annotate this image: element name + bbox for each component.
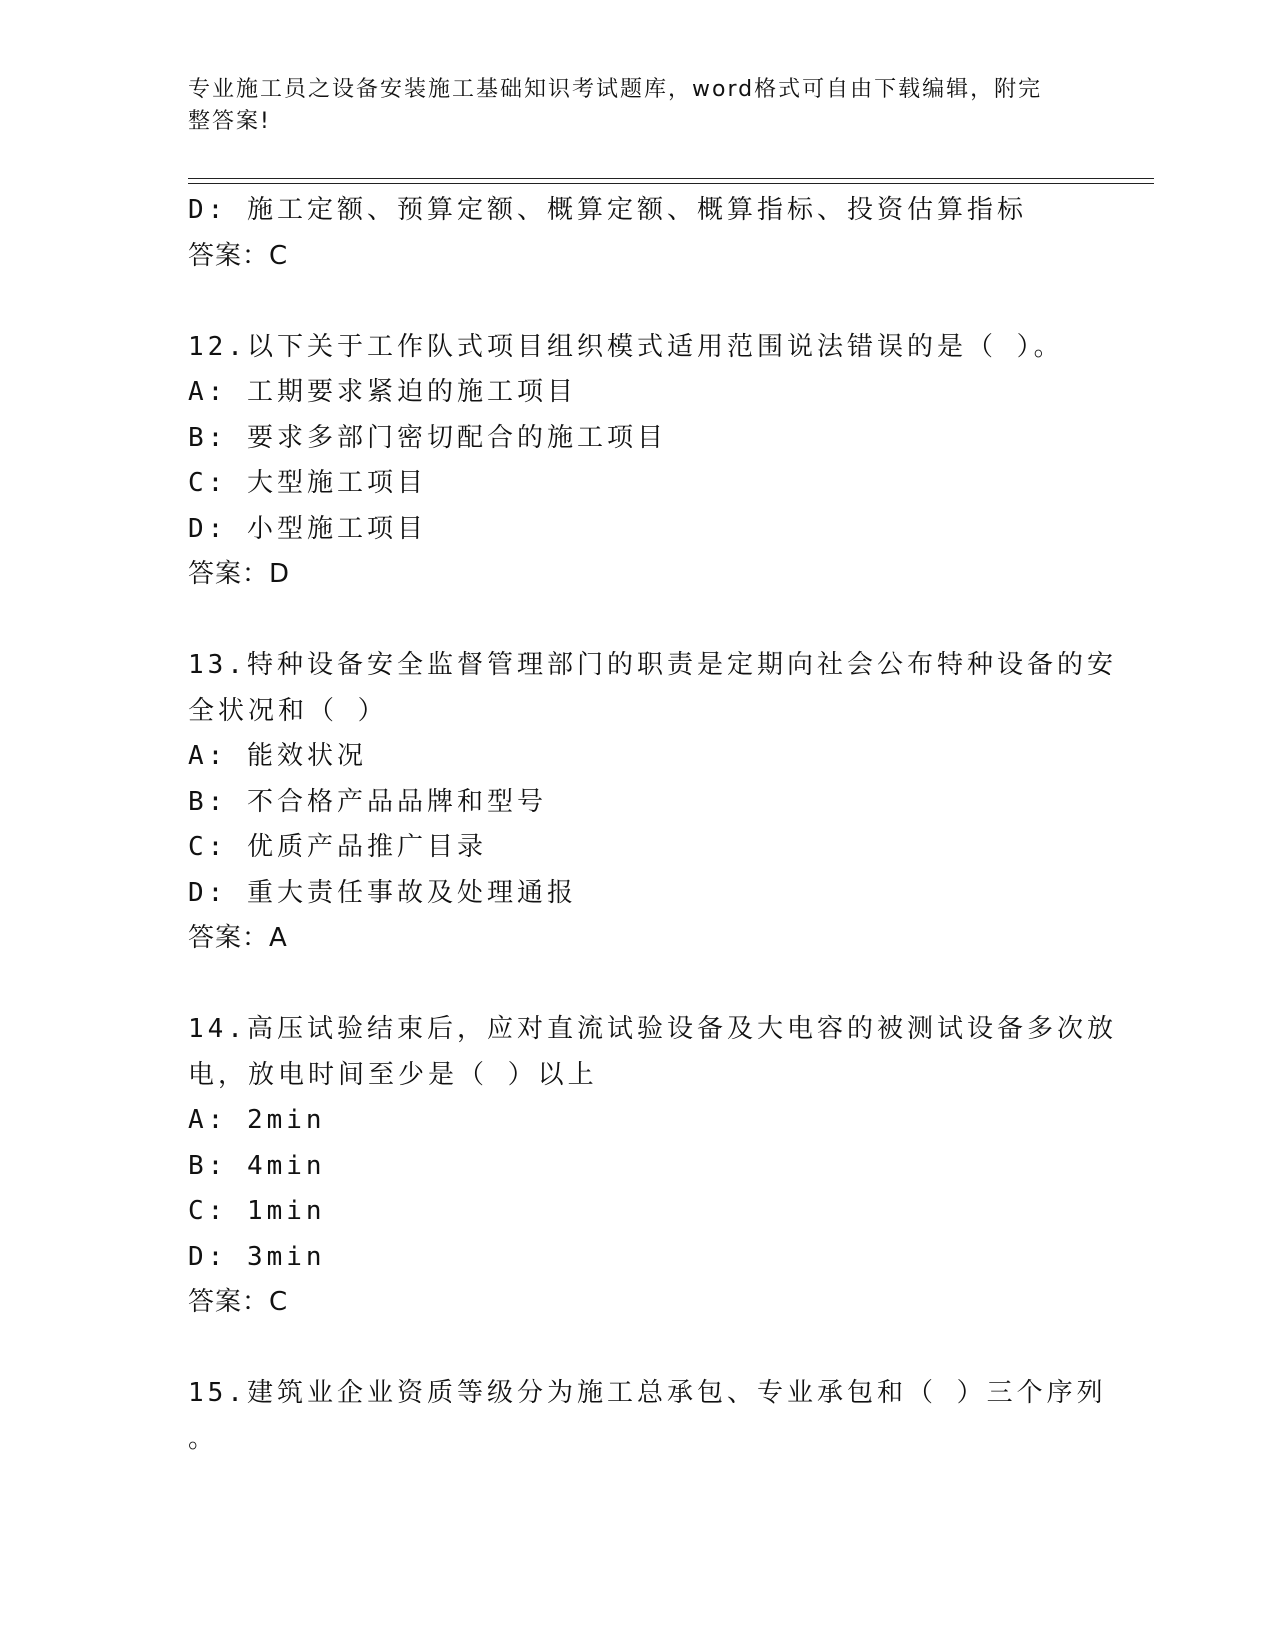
spacer xyxy=(188,598,1088,644)
question-11-tail xyxy=(188,188,1088,279)
answer-line: 答案：A xyxy=(188,923,288,953)
question-content xyxy=(188,188,1117,1462)
question-14 xyxy=(188,1007,1117,1326)
option-a: A: 能效状况 xyxy=(188,741,367,771)
answer-line: 答案：C xyxy=(188,1287,289,1317)
document-header xyxy=(188,74,1088,138)
question-stem-line-1: 13.特种设备安全监督管理部门的职责是定期向社会公布特种设备的安 xyxy=(188,650,1117,680)
header-divider-bottom xyxy=(188,183,1154,184)
option-d: D: 小型施工项目 xyxy=(188,513,427,544)
question-stem: 12.以下关于工作队式项目组织模式适用范围说法错误的是（ ）。 xyxy=(188,331,1064,362)
option-a: A: 2min xyxy=(188,1105,326,1135)
question-stem-line-1: 14.高压试验结束后，应对直流试验设备及大电容的被测试设备多次放 xyxy=(188,1014,1117,1044)
question-stem-line-2: 电，放电时间至少是（ ）以上 xyxy=(188,1059,598,1090)
question-15 xyxy=(188,1371,1107,1462)
option-c: C: 优质产品推广目录 xyxy=(188,832,487,862)
header-line-1: 专业施工员之设备安装施工基础知识考试题库，word格式可自由下载编辑，附完 xyxy=(188,77,1043,102)
option-a: A: 工期要求紧迫的施工项目 xyxy=(188,377,577,407)
header-line-2: 整答案! xyxy=(188,109,271,134)
option-b: B: 不合格产品品牌和型号 xyxy=(188,786,547,817)
option-d: D: 施工定额、预算定额、概算定额、概算指标、投资估算指标 xyxy=(188,195,1027,225)
spacer xyxy=(188,1326,1088,1372)
option-d: D: 3min xyxy=(188,1241,326,1272)
option-d: D: 重大责任事故及处理通报 xyxy=(188,877,577,908)
answer-line: 答案：D xyxy=(188,559,291,589)
question-12 xyxy=(188,325,1088,598)
spacer xyxy=(188,279,1088,325)
option-b: B: 4min xyxy=(188,1150,326,1181)
option-b: B: 要求多部门密切配合的施工项目 xyxy=(188,422,667,453)
question-stem-line-2: 全状况和（ ） xyxy=(188,695,388,726)
answer-line: 答案：C xyxy=(188,240,289,271)
question-13 xyxy=(188,643,1117,962)
question-stem-line-1: 15.建筑业企业资质等级分为施工总承包、专业承包和（ ）三个序列 xyxy=(188,1378,1107,1408)
question-stem-line-2: 。 xyxy=(188,1423,219,1454)
option-c: C: 1min xyxy=(188,1196,326,1226)
header-divider-top xyxy=(188,178,1154,179)
option-c: C: 大型施工项目 xyxy=(188,468,427,498)
spacer xyxy=(188,962,1088,1008)
